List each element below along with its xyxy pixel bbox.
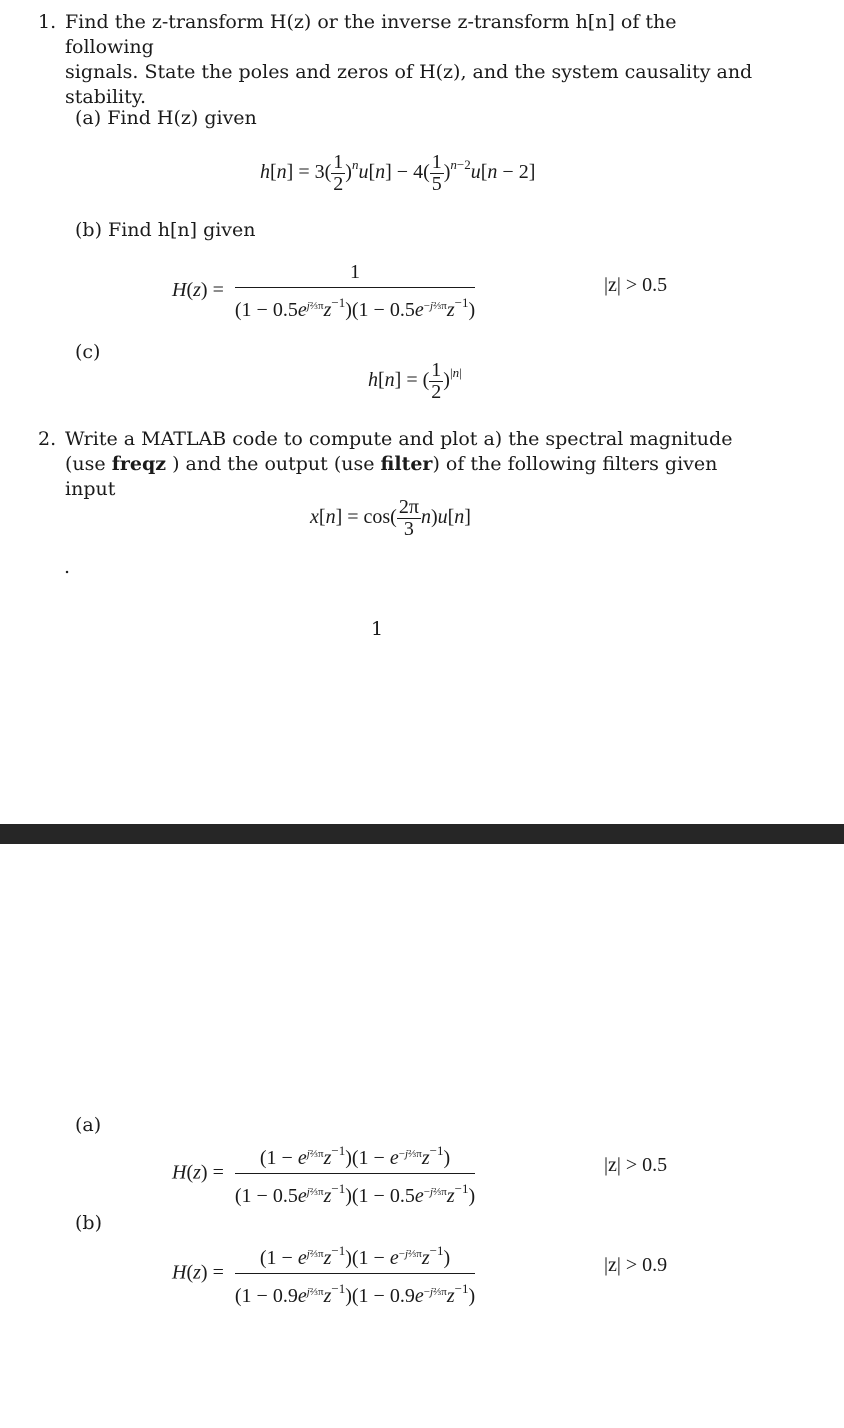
part-a-label: (a) Find H(z) given [75, 107, 257, 129]
problem-1-text [65, 10, 755, 110]
part-b-roc: |z| > 0.5 [604, 274, 668, 296]
problem-1-number: 1. [38, 11, 57, 33]
problem-1-line-3: stability. [65, 86, 146, 108]
problem-1-line-2: signals. State the poles and zeros of H(z), and the system causality and [65, 61, 753, 83]
problem-2-line-1: Write a MATLAB code to compute and plot a) the spectral magnitude [65, 428, 733, 450]
filter-a-roc: |z| > 0.5 [604, 1154, 668, 1176]
filter-b-roc: |z| > 0.9 [604, 1254, 668, 1276]
filter-b-label: (b) [75, 1212, 102, 1234]
filter-keyword: filter [380, 453, 433, 475]
freqz-keyword: freqz [111, 453, 167, 475]
part-c-equation: h[n] = ( $\frac{1}{2}$ )$^{|n|}$ [368, 359, 462, 403]
problem-1-line-1: Find the z-transform H(z) or the inverse z-transform h[n] of the following [65, 11, 677, 58]
filter-a-label: (a) [75, 1114, 102, 1136]
filter-a-equation: H(z) = $\frac{(1 - e^{j\frac{2}{3}\pi}z^{-1})(1 - e^{-j\frac{2}{3}\pi}z^{-1})}{(1 - 0.5e^{j\frac{2}{3}\pi}z^{-1})(1 - 0.5e^{-j\frac{2}{3}\pi}z^{-1})}$ [172, 1138, 475, 1210]
part-b-label: (b) Find h[n] given [75, 219, 256, 241]
stray-dot: . [64, 556, 71, 578]
part-b-equation: H(z) = $\frac{1}{(1 - 0.5e^{j\frac{2}{3}\pi}z^{-1})(1 - 0.5e^{-j\frac{2}{3}\pi}z^{-1})}$ [172, 261, 476, 321]
filter-b-equation: H(z) = $\frac{(1 - e^{j\frac{2}{3}\pi}z^{-1})(1 - e^{-j\frac{2}{3}\pi}z^{-1})}{(1 - 0.9e^{j\frac{2}{3}\pi}z^{-1})(1 - 0.9e^{-j\frac{2}{3}\pi}z^{-1})}$ [172, 1238, 475, 1310]
problem-2-number: 2. [38, 428, 57, 450]
part-c-label: (c) [75, 341, 101, 363]
input-equation: x[n] = cos( $\frac{2\pi}{3}$ n)u[n] [310, 496, 471, 540]
problem-2-line-2: (use freqz ) and the output (use filter) of the following filters given input [65, 453, 718, 500]
page-number: 1 [371, 618, 384, 640]
part-a-equation: h[n] = 3( $\frac{1}{2}$ )$^n$u[n] − 4( $\frac{1}{5}$ )$^{n-2}$u[n − 2] [260, 151, 536, 195]
page-divider [0, 824, 844, 844]
problem-2-text [65, 427, 755, 502]
